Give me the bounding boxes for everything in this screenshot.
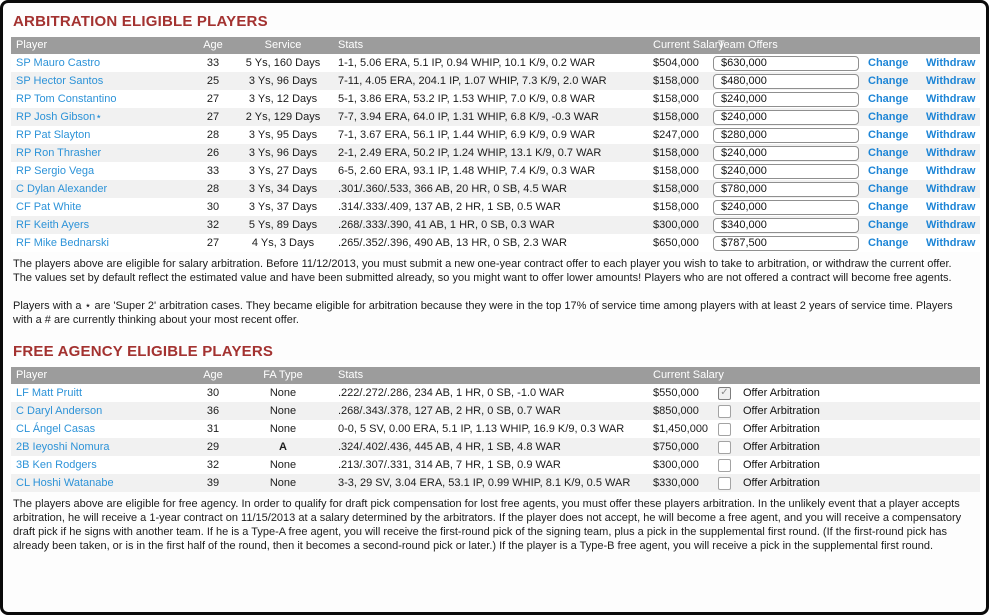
team-offer-input[interactable] xyxy=(713,92,859,107)
age-value: 29 xyxy=(206,441,220,453)
team-offer-input[interactable] xyxy=(713,182,859,197)
stats-value: 7-1, 3.67 ERA, 56.1 IP, 1.44 WHIP, 6.9 K/9, 0.9 WAR xyxy=(338,129,596,141)
arbitration-table-row xyxy=(11,54,980,72)
age-value: 31 xyxy=(206,423,220,435)
player-link[interactable]: RF Keith Ayers xyxy=(16,219,90,231)
player-link[interactable]: C Daryl Anderson xyxy=(16,405,103,417)
stats-value: 5-1, 3.86 ERA, 53.2 IP, 1.53 WHIP, 7.0 K/9, 0.8 WAR xyxy=(338,93,596,105)
free-agency-section-title: FREE AGENCY ELIGIBLE PLAYERS xyxy=(13,343,274,360)
current-salary-value: $550,000 xyxy=(653,387,699,399)
free-agency-table-row xyxy=(11,456,980,474)
player-link[interactable]: CL Ángel Casas xyxy=(16,423,96,435)
arbitration-table-row xyxy=(11,234,980,252)
age-value: 36 xyxy=(206,405,220,417)
offer-arbitration-checkbox[interactable] xyxy=(718,477,731,490)
arbitration-table-row xyxy=(11,216,980,234)
team-offer-input[interactable] xyxy=(713,146,859,161)
arbitration-section-title: ARBITRATION ELIGIBLE PLAYERS xyxy=(13,13,268,30)
free-agency-note: The players above are eligible for free agency. In order to qualify for draft pick compensation for lost free agents, you must offer these players arbitration. In the unlikely event that a player accepts arbitration, he will receive a 1-year contract on 11/15/2013 at a salary determined by the arbitrators. If the player does not accept, he will become a free agent, and you will receive a compensatory draft pick if he signs with another team. If he is a Type-A free agent, you will receive the first-round pick of the signing team, plus a pick in the supplemental first round. (If the first-round pick has already been taken, or is in the first half of the round, then it becomes a second-round pick or later.) If the player is a Type-B free agent, you will receive a pick in the supplemental first round. xyxy=(13,498,962,552)
stats-value: .268/.343/.378, 127 AB, 2 HR, 0 SB, 0.7 WAR xyxy=(338,405,561,417)
arbitration-table-row xyxy=(11,180,980,198)
change-link[interactable]: Change xyxy=(868,219,909,231)
age-value: 26 xyxy=(206,147,220,159)
change-link[interactable]: Change xyxy=(868,237,909,249)
current-salary-value: $158,000 xyxy=(653,165,699,177)
withdraw-link[interactable]: Withdraw xyxy=(926,237,976,249)
team-offer-input[interactable] xyxy=(713,56,859,71)
service-value: 4 Ys, 3 Days xyxy=(251,237,315,249)
column-header-empty xyxy=(868,37,918,54)
change-link[interactable]: Change xyxy=(868,183,909,195)
stats-value: 7-11, 4.05 ERA, 204.1 IP, 1.07 WHIP, 7.3 K/9, 2.0 WAR xyxy=(338,75,607,87)
player-link[interactable]: RP Ron Thrasher xyxy=(16,147,102,159)
column-header-stats: Stats xyxy=(338,369,364,381)
team-offer-input[interactable] xyxy=(713,110,859,125)
arbitration-table-row xyxy=(11,108,980,126)
age-value: 33 xyxy=(206,165,220,177)
service-value: 5 Ys, 89 Days xyxy=(248,219,318,231)
current-salary-value: $1,450,000 xyxy=(653,423,709,435)
current-salary-value: $158,000 xyxy=(653,93,699,105)
age-value: 32 xyxy=(206,219,220,231)
free-agency-table-row xyxy=(11,402,980,420)
withdraw-link[interactable]: Withdraw xyxy=(926,129,976,141)
offer-arbitration-label: Offer Arbitration xyxy=(743,387,820,399)
stats-value: .268/.333/.390, 41 AB, 1 HR, 0 SB, 0.3 WAR xyxy=(338,219,555,231)
age-value: 27 xyxy=(206,93,220,105)
player-link[interactable]: RP Sergio Vega xyxy=(16,165,95,177)
stats-value: .324/.402/.436, 445 AB, 4 HR, 1 SB, 4.8 WAR xyxy=(338,441,561,453)
withdraw-link[interactable]: Withdraw xyxy=(926,111,976,123)
stats-value: 1-1, 5.06 ERA, 5.1 IP, 0.94 WHIP, 10.1 K/9, 0.2 WAR xyxy=(338,57,596,69)
player-link[interactable]: RP Josh Gibson⋆ xyxy=(16,111,103,123)
player-link[interactable]: SP Mauro Castro xyxy=(16,57,101,69)
arbitration-table-row xyxy=(11,126,980,144)
stats-value: .314/.333/.409, 137 AB, 2 HR, 1 SB, 0.5 WAR xyxy=(338,201,561,213)
current-salary-value: $850,000 xyxy=(653,405,699,417)
stats-value: .265/.352/.396, 490 AB, 13 HR, 0 SB, 2.3 WAR xyxy=(338,237,567,249)
arbitration-section xyxy=(3,13,986,327)
column-header-empty xyxy=(713,367,980,384)
change-link[interactable]: Change xyxy=(868,147,909,159)
current-salary-value: $158,000 xyxy=(653,183,699,195)
current-salary-value: $750,000 xyxy=(653,441,699,453)
service-value: 3 Ys, 37 Days xyxy=(248,201,318,213)
column-header-current-salary: Current Salary xyxy=(653,39,724,51)
stats-value: 0-0, 5 SV, 0.00 ERA, 5.1 IP, 1.13 WHIP, 16.9 K/9, 0.3 WAR xyxy=(338,423,625,435)
free-agency-table-row xyxy=(11,438,980,456)
fa-type-value: None xyxy=(269,459,297,471)
column-header-fa-type: FA Type xyxy=(263,369,303,381)
stats-value: .222/.272/.286, 234 AB, 1 HR, 0 SB, -1.0 WAR xyxy=(338,387,565,399)
fa-type-value: None xyxy=(269,423,297,435)
column-header-team-offers: Team Offers xyxy=(718,39,778,51)
service-value: 3 Ys, 12 Days xyxy=(248,93,318,105)
team-offer-input[interactable] xyxy=(713,128,859,143)
free-agency-section xyxy=(3,343,986,553)
current-salary-value: $158,000 xyxy=(653,75,699,87)
column-header-current-salary: Current Salary xyxy=(653,369,724,381)
arbitration-table-row xyxy=(11,162,980,180)
age-value: 30 xyxy=(206,387,220,399)
arbitration-table-row xyxy=(11,144,980,162)
age-value: 33 xyxy=(206,57,220,69)
stats-value: .213/.307/.331, 314 AB, 7 HR, 1 SB, 0.9 WAR xyxy=(338,459,561,471)
arbitration-table-body xyxy=(3,54,986,252)
change-link[interactable]: Change xyxy=(868,75,909,87)
arbitration-table-row xyxy=(11,198,980,216)
current-salary-value: $650,000 xyxy=(653,237,699,249)
player-link[interactable]: RP Pat Slayton xyxy=(16,129,91,141)
team-offer-input[interactable] xyxy=(713,236,859,251)
age-value: 32 xyxy=(206,459,220,471)
age-value: 28 xyxy=(206,129,220,141)
free-agency-table-body xyxy=(3,384,986,492)
offer-arbitration-checkbox[interactable] xyxy=(718,405,731,418)
player-link[interactable]: CL Hoshi Watanabe xyxy=(16,477,114,489)
offer-arbitration-label: Offer Arbitration xyxy=(743,441,820,453)
player-link[interactable]: RF Mike Bednarski xyxy=(16,237,109,249)
column-header-service: Service xyxy=(264,39,302,51)
offer-arbitration-checkbox[interactable]: ✓ xyxy=(718,387,731,400)
current-salary-value: $504,000 xyxy=(653,57,699,69)
offer-arbitration-checkbox[interactable] xyxy=(718,441,731,454)
fa-type-value: None xyxy=(269,387,297,399)
withdraw-link[interactable]: Withdraw xyxy=(926,183,976,195)
arbitration-table-row xyxy=(11,72,980,90)
arbitration-table-header xyxy=(11,37,980,54)
age-value: 30 xyxy=(206,201,220,213)
fa-type-value: None xyxy=(269,477,297,489)
offer-arbitration-label: Offer Arbitration xyxy=(743,459,820,471)
offer-arbitration-label: Offer Arbitration xyxy=(743,405,820,417)
stats-value: 7-7, 3.94 ERA, 64.0 IP, 1.31 WHIP, 6.8 K/9, -0.3 WAR xyxy=(338,111,599,123)
player-link[interactable]: 3B Ken Rodgers xyxy=(16,459,97,471)
player-link[interactable]: LF Matt Pruitt xyxy=(16,387,83,399)
change-link[interactable]: Change xyxy=(868,201,909,213)
current-salary-value: $300,000 xyxy=(653,459,699,471)
free-agency-table-row xyxy=(11,384,980,402)
age-value: 27 xyxy=(206,237,220,249)
offer-arbitration-checkbox[interactable] xyxy=(718,423,731,436)
withdraw-link[interactable]: Withdraw xyxy=(926,147,976,159)
team-offer-input[interactable] xyxy=(713,218,859,233)
service-value: 2 Ys, 129 Days xyxy=(245,111,321,123)
change-link[interactable]: Change xyxy=(868,111,909,123)
column-header-age: Age xyxy=(203,39,223,51)
current-salary-value: $158,000 xyxy=(653,201,699,213)
change-link[interactable]: Change xyxy=(868,129,909,141)
service-value: 3 Ys, 34 Days xyxy=(248,183,318,195)
current-salary-value: $300,000 xyxy=(653,219,699,231)
team-offer-input[interactable] xyxy=(713,74,859,89)
change-link[interactable]: Change xyxy=(868,93,909,105)
stats-value: 2-1, 2.49 ERA, 50.2 IP, 1.24 WHIP, 13.1 K/9, 0.7 WAR xyxy=(338,147,602,159)
column-header-empty xyxy=(918,37,980,54)
fa-type-value: None xyxy=(269,405,297,417)
team-offer-input[interactable] xyxy=(713,164,859,179)
withdraw-link[interactable]: Withdraw xyxy=(926,201,976,213)
offer-arbitration-checkbox[interactable] xyxy=(718,459,731,472)
service-value: 3 Ys, 96 Days xyxy=(248,75,318,87)
free-agency-table-header xyxy=(11,367,980,384)
player-link[interactable]: SP Hector Santos xyxy=(16,75,104,87)
offer-arbitration-label: Offer Arbitration xyxy=(743,423,820,435)
withdraw-link[interactable]: Withdraw xyxy=(926,219,976,231)
age-value: 28 xyxy=(206,183,220,195)
stats-value: .301/.360/.533, 366 AB, 20 HR, 0 SB, 4.5 WAR xyxy=(338,183,567,195)
column-header-age: Age xyxy=(203,369,223,381)
service-value: 3 Ys, 96 Days xyxy=(248,147,318,159)
current-salary-value: $247,000 xyxy=(653,129,699,141)
change-link[interactable]: Change xyxy=(868,57,909,69)
fa-type-value: A xyxy=(279,441,287,453)
stats-value: 6-5, 2.60 ERA, 93.1 IP, 1.48 WHIP, 7.4 K/9, 0.3 WAR xyxy=(338,165,596,177)
column-header-player: Player xyxy=(16,369,48,381)
arbitration-note-2: Players with a ⋆ are 'Super 2' arbitration cases. They became eligible for arbitration because they were in the top 17% of service time among players with at least 2 years of service time. Players with a # are currently thinking about your most recent offer. xyxy=(13,300,953,326)
player-link[interactable]: CF Pat White xyxy=(16,201,82,213)
service-value: 3 Ys, 27 Days xyxy=(248,165,318,177)
age-value: 25 xyxy=(206,75,220,87)
free-agency-table-row xyxy=(11,474,980,492)
current-salary-value: $158,000 xyxy=(653,111,699,123)
change-link[interactable]: Change xyxy=(868,165,909,177)
column-header-player: Player xyxy=(16,39,48,51)
player-link[interactable]: C Dylan Alexander xyxy=(16,183,108,195)
current-salary-value: $158,000 xyxy=(653,147,699,159)
withdraw-link[interactable]: Withdraw xyxy=(926,93,976,105)
age-value: 39 xyxy=(206,477,220,489)
arbitration-note-1: The players above are eligible for salary arbitration. Before 11/12/2013, you must submit a new one-year contract offer to each player you wish to take to arbitration, or withdraw the current offer. The values set by default reflect the estimated value and have been submitted already, so you might want to offer lower amounts! Players who are not offered a contract will become free agents. xyxy=(13,258,952,284)
free-agency-table-row xyxy=(11,420,980,438)
stats-value: 3-3, 29 SV, 3.04 ERA, 53.1 IP, 0.99 WHIP, 8.1 K/9, 0.5 WAR xyxy=(338,477,631,489)
team-offer-input[interactable] xyxy=(713,200,859,215)
withdraw-link[interactable]: Withdraw xyxy=(926,165,976,177)
service-value: 3 Ys, 95 Days xyxy=(248,129,318,141)
withdraw-link[interactable]: Withdraw xyxy=(926,57,976,69)
service-value: 5 Ys, 160 Days xyxy=(245,57,321,69)
arbitration-table-row xyxy=(11,90,980,108)
withdraw-link[interactable]: Withdraw xyxy=(926,75,976,87)
current-salary-value: $330,000 xyxy=(653,477,699,489)
column-header-stats: Stats xyxy=(338,39,364,51)
offer-arbitration-label: Offer Arbitration xyxy=(743,477,820,489)
age-value: 27 xyxy=(206,111,220,123)
player-link[interactable]: 2B Ieyoshi Nomura xyxy=(16,441,110,453)
player-link[interactable]: RP Tom Constantino xyxy=(16,93,117,105)
